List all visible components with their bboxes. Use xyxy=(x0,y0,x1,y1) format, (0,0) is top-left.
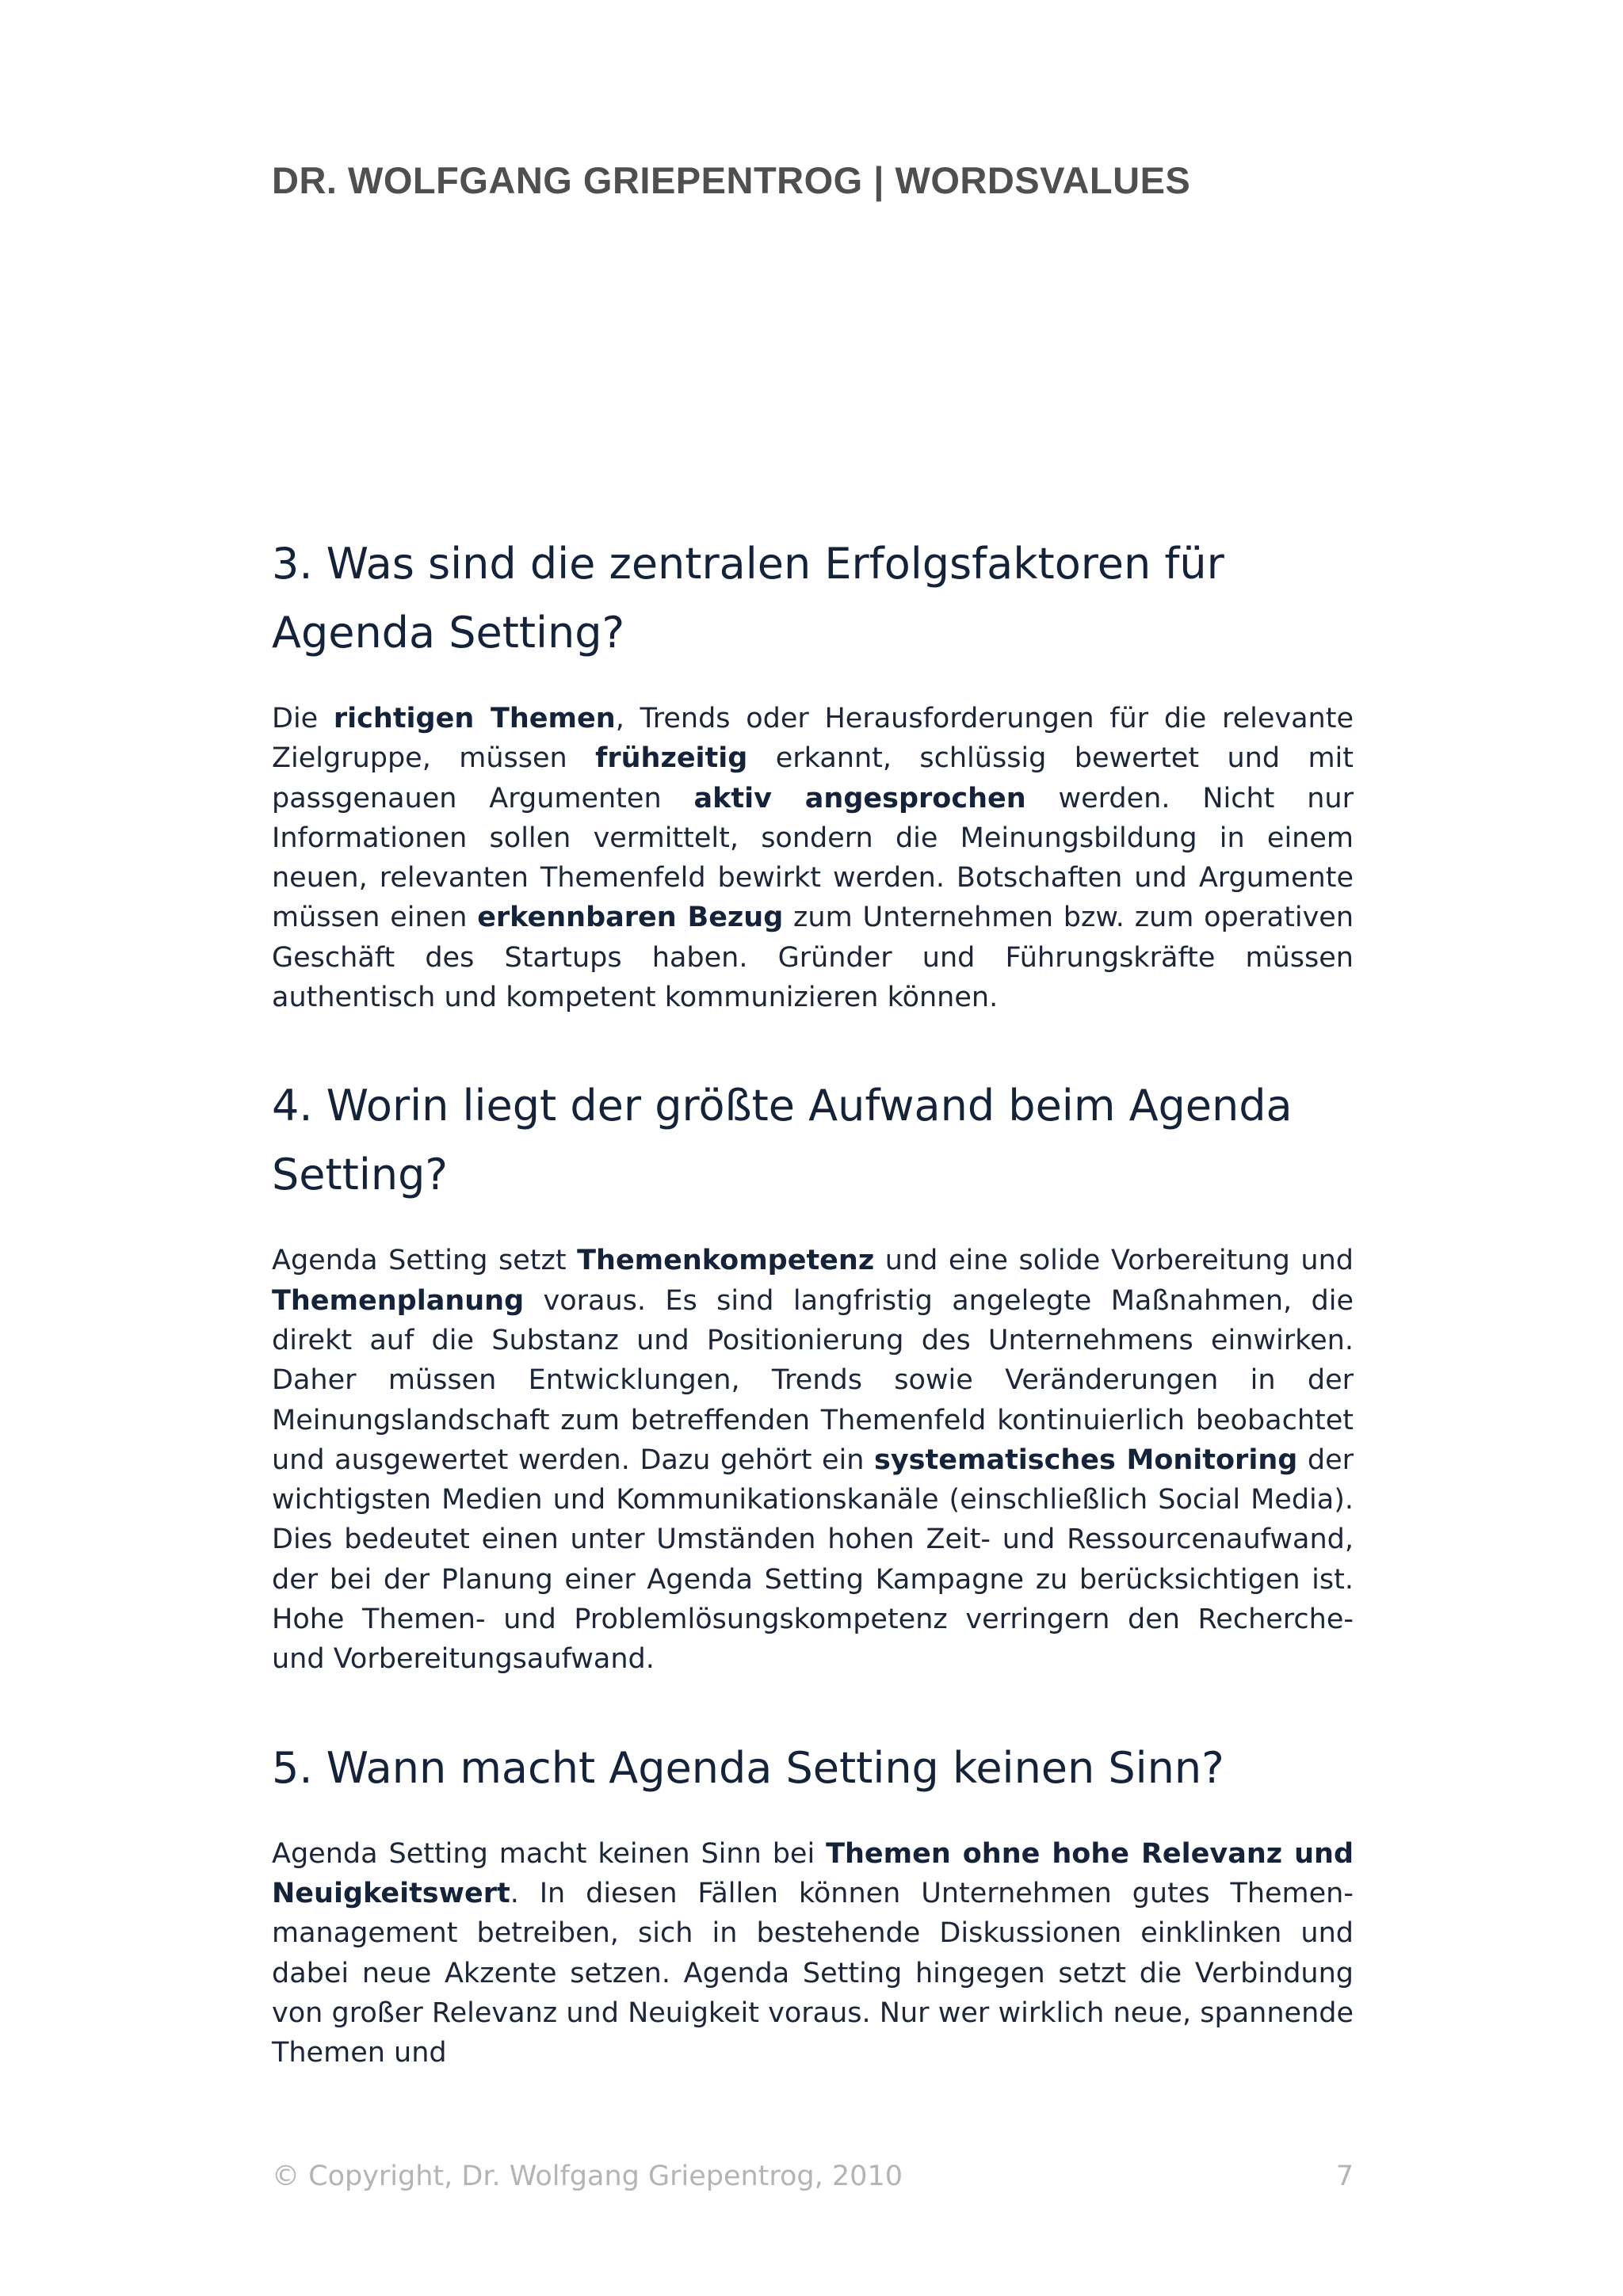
text-run: und eine solide Vorbereitung und xyxy=(874,1245,1354,1277)
section-heading xyxy=(272,529,1354,667)
section-3 xyxy=(272,529,1354,1017)
copyright-notice: © Copyright, Dr. Wolfgang Griepentrog, 2010 xyxy=(272,2161,903,2192)
bold-text: Themenkompetenz xyxy=(577,1245,875,1277)
section-4 xyxy=(272,1071,1354,1679)
section-heading-line: 5. Wann macht Agenda Setting keinen Sinn? xyxy=(272,1742,1224,1793)
text-run: erkannt, schlüssig bewertet und mit passgenauen Argumenten xyxy=(272,742,1354,814)
section-5 xyxy=(272,1733,1354,2073)
section-heading xyxy=(272,1733,1354,1802)
bold-text: Themenplanung xyxy=(272,1284,525,1317)
section-heading-line: Agenda Setting? xyxy=(272,608,625,658)
section-heading-line: 4. Worin liegt der größte Aufwand beim Agenda xyxy=(272,1081,1293,1131)
page-number: 7 xyxy=(1335,2161,1354,2192)
bold-text: aktiv angesprochen xyxy=(693,782,1026,814)
bold-text: richtigen Themen xyxy=(333,703,616,734)
page-footer xyxy=(272,2161,1354,2192)
text-run: werden. Nicht nur Informationen sollen vermittelt, sondern die Meinungsbildung in einem neuen, relevanten Themenfeld bewirkt werden. Botschaften und Argumente müssen einen xyxy=(272,782,1354,934)
section-heading xyxy=(272,1071,1354,1209)
section-heading-line: Setting? xyxy=(272,1150,449,1200)
bold-text: frühzeitig xyxy=(595,742,748,775)
bold-text: Themen ohne hohe Relevanz und Neuigkeitswert xyxy=(272,1837,1354,1909)
section-heading-line: 3. Was sind die zentralen Erfolgsfaktoren für xyxy=(272,539,1224,589)
page-content xyxy=(272,529,1354,2126)
text-run: Die xyxy=(272,703,334,734)
bold-text: systematisches Monitoring xyxy=(874,1444,1298,1476)
text-run: Agenda Setting macht keinen Sinn bei xyxy=(272,1837,827,1870)
text-run: zum Unternehmen bzw. zum operativen Geschäft des Startups haben. Gründer und Führungskräfte müssen authentisch und kompetent kommunizieren können. xyxy=(272,902,1354,1014)
section-paragraph xyxy=(272,1834,1354,2073)
text-run: , Trends oder Herausforderungen für die relevante Zielgruppe, müssen xyxy=(272,703,1354,775)
text-run: Agenda Setting setzt xyxy=(272,1245,578,1277)
page-header: DR. WOLFGANG GRIEPENTROG | WORDSVALUES xyxy=(272,159,1191,201)
text-run: der wichtigsten Medien und Kommunikationskanäle (einschließlich Social Media). Dies bedeutet einen unter Umständen hohen Zeit- und Ressourcenaufwand, der bei der Planung einer Agenda Setting Kampagne zu berücksichtigen ist. Hohe Themen- und Problemlösungskompetenz verringern den Recherche- und Vorbereitungsaufwand. xyxy=(272,1444,1354,1676)
bold-text: erkennbaren Bezug xyxy=(477,902,784,934)
text-run: . In diesen Fällen können Unternehmen gutes Themen-management betreiben, sich in bestehende Diskussionen einklinken und dabei neue Akzente setzen. Agenda Setting hingegen setzt die Verbindung von großer Relevanz und Neuigkeit voraus. Nur wer wirklich neue, spannende Themen und xyxy=(272,1877,1354,2069)
section-paragraph xyxy=(272,699,1354,1017)
section-paragraph xyxy=(272,1241,1354,1679)
text-run: voraus. Es sind langfristig angelegte Maßnahmen, die direkt auf die Substanz und Positionierung des Unternehmens einwirken. Daher müssen Entwicklungen, Trends sowie Veränderungen in der Meinungslandschaft zum betreffenden Themenfeld kontinuierlich beobachtet und ausgewertet werden. Dazu gehört ein xyxy=(272,1284,1354,1476)
